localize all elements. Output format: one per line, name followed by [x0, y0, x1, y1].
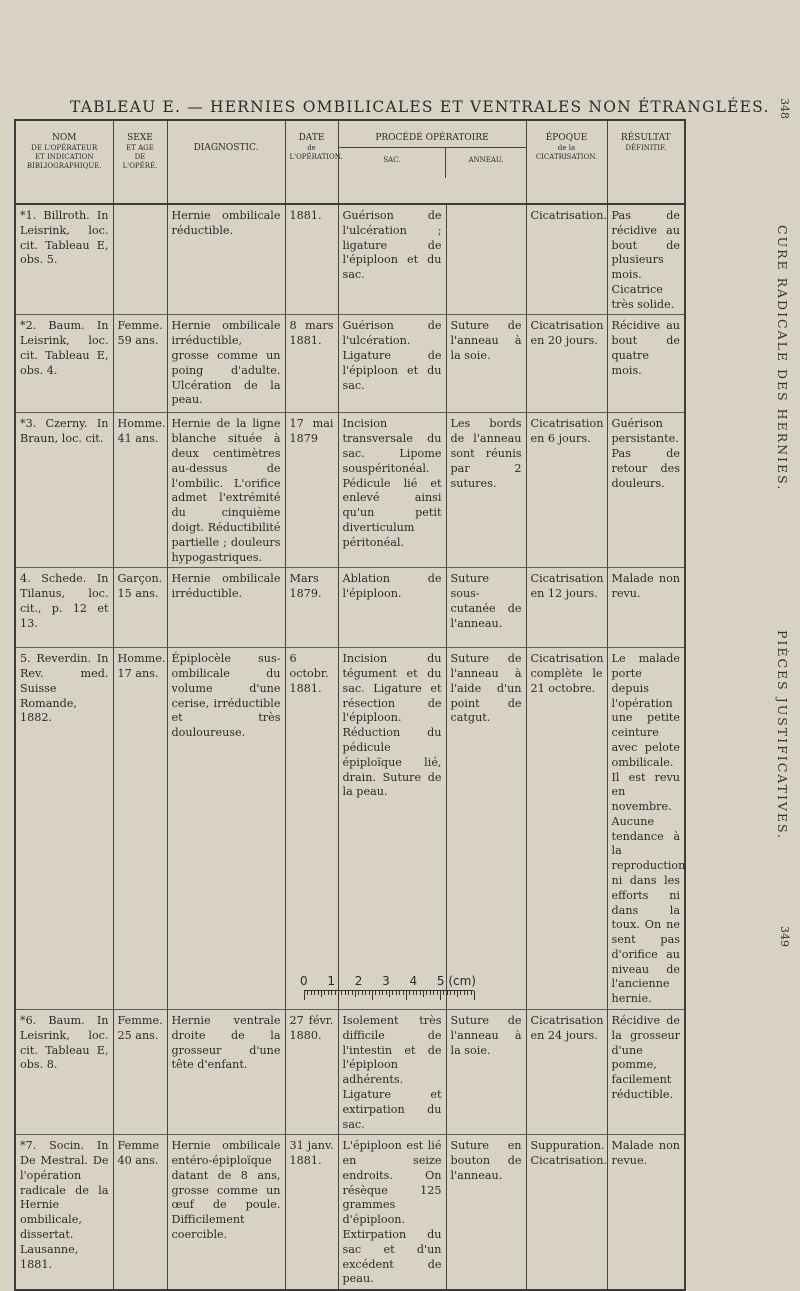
cell-diagnostic: Hernie ombilicale entéro-épiploïque datant de 8 ans, grosse comme un œuf de poule. Difficilement coercible.	[167, 1135, 285, 1290]
cell-anneau	[446, 204, 526, 315]
table-row	[15, 648, 685, 1010]
cell-resultat: Pas de récidive au bout de plusieurs mois. Cicatrice très solide.	[607, 204, 685, 315]
cell-resultat: Malade non revu.	[607, 568, 685, 648]
cell-sexe: Femme. 59 ans.	[113, 315, 167, 413]
header-procede-sub	[339, 148, 526, 178]
scale-tick	[433, 991, 434, 995]
cell-anneau: Suture de l'anneau à la soie.	[446, 315, 526, 413]
scale-tick	[379, 991, 380, 995]
centimeter-scale	[300, 974, 500, 1012]
cell-sac: Incision transversale du sac. Lipome souspéritonéal. Pédicule lié et enlevé ainsi qu'un petit diverticulum péritonéal.	[338, 413, 446, 568]
scale-tick	[338, 991, 339, 1000]
scale-tick	[328, 991, 329, 995]
cell-sac: Guérison de l'ulcération. Ligature de l'épiploon et du sac.	[338, 315, 446, 413]
page-number-top-text: 348	[778, 98, 791, 119]
scale-label: 0	[300, 974, 308, 988]
cell-epoque: Cicatrisation complète le 21 octobre.	[526, 648, 607, 1010]
header-sac: SAC.	[339, 148, 447, 178]
header-procede	[338, 120, 526, 204]
header-resultat	[607, 120, 685, 204]
cell-nom: *1. Billroth. In Leisrink, loc. cit. Tableau E, obs. 5.	[15, 204, 113, 315]
scale-tick	[399, 991, 400, 995]
scale-tick	[406, 991, 407, 1000]
cell-resultat: Le malade porte depuis l'opération une petite ceinture avec pelote ombilicale. Il est revu en novembre. Aucune tendance à la reproduction ni dans les efforts ni dans la toux. On ne sent pas d'orifice au niveau de l'ancienne hernie.	[607, 648, 685, 1010]
cell-diagnostic: Hernie de la ligne blanche située à deux centimètres au-dessus de l'ombilic. L'orifice admet l'extrémité du cinquième doigt. Réductibilité partielle ; douleurs hypogastriques.	[167, 413, 285, 568]
cell-nom: 5. Reverdin. In Rev. med. Suisse Romande, 1882.	[15, 648, 113, 1010]
cell-date: 8 mars 1881.	[285, 315, 338, 413]
running-head-right: PIÈCES JUSTIFICATIVES.	[775, 630, 790, 841]
cell-diagnostic: Hernie ombilicale irréductible, grosse comme un poing d'adulte. Ulcération de la peau.	[167, 315, 285, 413]
cell-anneau: Suture de l'anneau à l'aide d'un point de catgut.	[446, 648, 526, 1010]
scale-tick	[311, 991, 312, 995]
header-date-label: DATE	[298, 133, 325, 143]
scale-tick	[474, 991, 475, 1000]
scale-label: 1	[327, 974, 336, 988]
header-epoque-sub2: CICATRISATION.	[535, 153, 598, 161]
table-row	[15, 315, 685, 413]
header-nom-sub3: BIBLIOGRAPHIQUE.	[26, 161, 102, 170]
scale-tick	[460, 991, 461, 995]
scale-tick	[413, 991, 414, 995]
scale-tick	[335, 991, 336, 995]
scale-tick	[352, 991, 353, 995]
cell-sexe	[113, 204, 167, 315]
scale-tick	[423, 991, 424, 997]
scale-tick	[375, 991, 376, 995]
cell-sexe: Garçon. 15 ans.	[113, 568, 167, 648]
scale-label: 3	[382, 974, 390, 988]
scale-tick	[362, 991, 363, 995]
table-row	[15, 1010, 685, 1135]
page-title: TABLEAU E. — HERNIES OMBILICALES ET VENTRALES NON ÉTRANGLÉES.	[70, 98, 770, 116]
header-nom	[15, 120, 113, 204]
cell-date: 1881.	[285, 204, 338, 315]
cell-epoque: Cicatrisation en 24 jours.	[526, 1010, 607, 1135]
scale-tick	[324, 991, 325, 995]
scale-tick	[430, 991, 431, 995]
scale-tick	[358, 991, 359, 995]
cell-sac: Isolement très difficile de l'intestin et de l'épiploon adhérents. Ligature et extirpation du sac.	[338, 1010, 446, 1135]
header-date-sub1: de	[307, 144, 316, 153]
scale-tick	[365, 991, 366, 995]
cell-sac: Incision du tégument et du sac. Ligature et résection de l'épiploon. Réduction du pédicule épiploïque lié, drain. Suture de la peau.	[338, 648, 446, 1010]
scale-tick	[307, 991, 308, 995]
scale-tick	[420, 991, 421, 995]
page-number-bottom	[774, 926, 795, 947]
cell-anneau: Les bords de l'anneau sont réunis par 2 sutures.	[446, 413, 526, 568]
cell-nom: *7. Socin. In De Mestral. De l'opération radicale de la Hernie ombilicale, dissertat. Lausanne, 1881.	[15, 1135, 113, 1290]
cell-sexe: Homme. 17 ans.	[113, 648, 167, 1010]
cell-date: 17 mai 1879	[285, 413, 338, 568]
cell-diagnostic: Hernie ombilicale irréductible.	[167, 568, 285, 648]
scale-tick	[355, 991, 356, 997]
scale-tick	[447, 991, 448, 995]
scale-tick	[403, 991, 404, 995]
scale-tick	[392, 991, 393, 995]
cell-sac: Guérison de l'ulcération ; ligature de l'épiploon et du sac.	[338, 204, 446, 315]
header-anneau: ANNEAU.	[468, 156, 504, 164]
scale-bar	[304, 990, 474, 1001]
cell-resultat: Malade non revue.	[607, 1135, 685, 1290]
cell-date: 6 octobr. 1881.	[285, 648, 338, 1010]
header-epoque-sub1: de la	[557, 144, 576, 153]
running-head-left: CURE RADICALE DES HERNIES.	[775, 225, 790, 492]
scale-tick	[426, 991, 427, 995]
cell-nom: *2. Baum. In Leisrink, loc. cit. Tableau E, obs. 4.	[15, 315, 113, 413]
page-number-top	[774, 98, 795, 119]
scale-tick	[348, 991, 349, 995]
scale-tick	[396, 991, 397, 995]
cell-resultat: Récidive au bout de quatre mois.	[607, 315, 685, 413]
scale-tick	[318, 991, 319, 995]
header-date-sub2: L'OPÉRATION.	[289, 153, 343, 161]
table-row	[15, 413, 685, 568]
header-resultat-sub: DÉFINITIF.	[625, 144, 667, 153]
header-nom-label: NOM	[52, 133, 77, 143]
scale-tick	[443, 991, 444, 995]
scale-tick	[471, 991, 472, 995]
table-row	[15, 204, 685, 315]
hernia-table	[14, 119, 686, 1291]
scale-tick	[450, 991, 451, 995]
scale-tick	[464, 991, 465, 995]
scale-tick	[409, 991, 410, 995]
header-sexe-sub1: ET AGE	[126, 144, 154, 153]
table-row	[15, 1135, 685, 1290]
page-number-bottom-text: 349	[778, 926, 791, 947]
scale-tick	[382, 991, 383, 995]
cell-date: Mars 1879.	[285, 568, 338, 648]
cell-sexe: Homme. 41 ans.	[113, 413, 167, 568]
scale-tick	[457, 991, 458, 997]
scale-tick	[372, 991, 373, 1000]
cell-diagnostic: Hernie ventrale droite de la grosseur d'une tête d'enfant.	[167, 1010, 285, 1135]
header-date	[285, 120, 343, 204]
table-row	[15, 568, 685, 648]
header-nom-sub1: DE L'OPÉRATEUR	[31, 144, 98, 153]
cell-nom: *3. Czerny. In Braun, loc. cit.	[15, 413, 113, 568]
scale-tick	[386, 991, 387, 995]
scale-label: 5 (cm)	[436, 974, 476, 988]
cell-epoque: Cicatrisation en 20 jours.	[526, 315, 607, 413]
scale-tick	[437, 991, 438, 995]
cell-sexe: Femme. 25 ans.	[113, 1010, 167, 1135]
cell-date: 31 janv. 1881.	[285, 1135, 338, 1290]
scale-tick	[304, 991, 305, 1000]
scale-tick	[454, 991, 455, 995]
cell-anneau: Suture en bouton de l'anneau.	[446, 1135, 526, 1290]
scale-label: 4	[409, 974, 418, 988]
cell-resultat: Récidive de la grosseur d'une pomme, facilement réductible.	[607, 1010, 685, 1135]
header-epoque	[526, 120, 607, 204]
scale-labels	[300, 974, 476, 988]
scale-tick	[389, 991, 390, 997]
header-epoque-label: ÉPOQUE	[545, 133, 588, 143]
cell-epoque: Cicatrisation.	[526, 204, 607, 315]
header-diagnostic-label: DIAGNOSTIC.	[193, 143, 259, 153]
header-nom-sub2: ET INDICATION	[34, 153, 94, 161]
scale-tick	[341, 991, 342, 995]
cell-sexe: Femme 40 ans.	[113, 1135, 167, 1290]
cell-nom: *6. Baum. In Leisrink, loc. cit. Tableau E, obs. 8.	[15, 1010, 113, 1135]
scale-tick	[345, 991, 346, 995]
scale-tick	[416, 991, 417, 995]
scale-label: 2	[354, 974, 363, 988]
cell-epoque: Cicatrisation en 6 jours.	[526, 413, 607, 568]
header-resultat-label: RÉSULTAT	[620, 133, 671, 143]
cell-diagnostic: Hernie ombilicale réductible.	[167, 204, 285, 315]
header-sexe	[113, 120, 167, 204]
cell-anneau: Suture sous-cutanée de l'anneau.	[446, 568, 526, 648]
cell-date: 27 févr. 1880.	[285, 1010, 338, 1135]
header-procede-label: PROCÉDÉ OPÉRATOIRE	[339, 121, 526, 148]
scale-tick	[369, 991, 370, 995]
scale-tick	[314, 991, 315, 995]
header-diagnostic	[167, 120, 285, 204]
cell-anneau: Suture de l'anneau à la soie.	[446, 1010, 526, 1135]
header-row	[15, 120, 685, 204]
scale-tick	[321, 991, 322, 997]
cell-epoque: Suppuration. Cicatrisation.	[526, 1135, 607, 1290]
cell-epoque: Cicatrisation en 12 jours.	[526, 568, 607, 648]
cell-nom: 4. Schede. In Tilanus, loc. cit., p. 12 et 13.	[15, 568, 113, 648]
cell-resultat: Guérison persistante. Pas de retour des douleurs.	[607, 413, 685, 568]
cell-diagnostic: Épiplocèle sus-ombilicale du volume d'une cerise, irréductible et très douloureuse.	[167, 648, 285, 1010]
cell-sac: Ablation de l'épiploon.	[338, 568, 446, 648]
cell-sac: L'épiploon est lié en seize endroits. On résèque 125 grammes d'épiploon. Extirpation du sac et d'un excédent de peau.	[338, 1135, 446, 1290]
scale-tick	[467, 991, 468, 995]
header-sexe-sub2: DE L'OPÉRÉ.	[122, 153, 158, 170]
scale-tick	[440, 991, 441, 1000]
scale-tick	[331, 991, 332, 995]
header-sexe-label: SEXE	[127, 133, 153, 143]
